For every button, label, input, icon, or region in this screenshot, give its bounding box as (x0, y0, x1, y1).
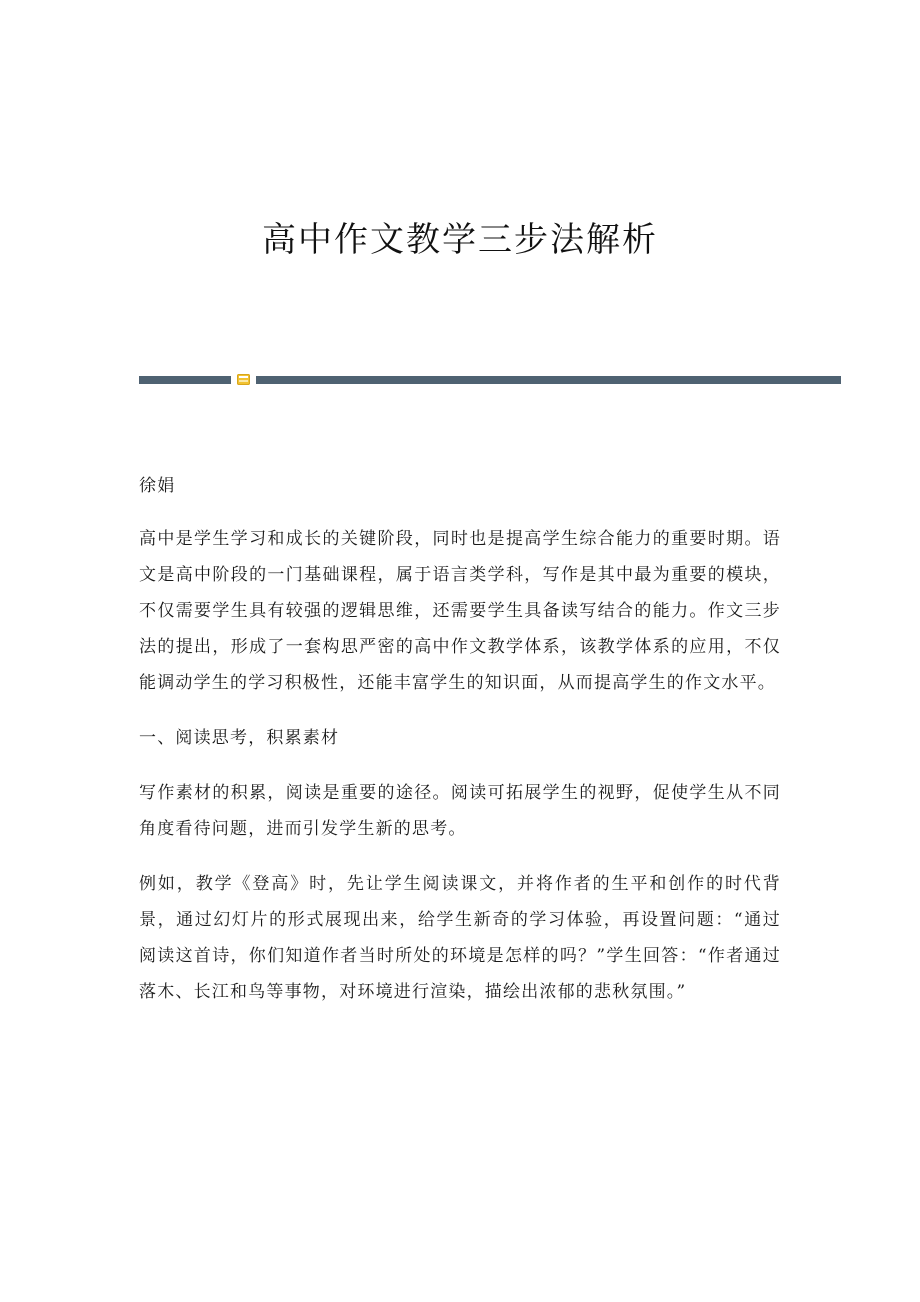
document-body (139, 468, 781, 1029)
body-paragraph: 例如，教学《登高》时，先让学生阅读课文，并将作者的生平和创作的时代背景，通过幻灯片的形式展现出来，给学生新奇的学习体验，再设置问题：“通过阅读这首诗，你们知道作者当时所处的环境是怎样的吗？”学生回答：“作者通过落木、长江和鸟等事物，对环境进行渲染，描绘出浓郁的悲秋氛围。” (139, 874, 781, 1002)
intro-paragraph: 高中是学生学习和成长的关键阶段，同时也是提高学生综合能力的重要时期。语文是高中阶段的一门基础课程，属于语言类学科，写作是其中最为重要的模块，不仅需要学生具有较强的逻辑思维，还需要学生具备读写结合的能力。作文三步法的提出，形成了一套构思严密的高中作文教学体系，该教学体系的应用，不仅能调动学生的学习积极性，还能丰富学生的知识面，从而提高学生的作文水平。 (139, 529, 781, 693)
author-name: 徐娟 (139, 476, 176, 496)
divider-marker-icon (237, 374, 250, 385)
document-title: 高中作文教学三步法解析 (262, 220, 658, 260)
divider-bar-left (139, 376, 231, 384)
body-paragraph: 写作素材的积累，阅读是重要的途径。阅读可拓展学生的视野，促使学生从不同角度看待问题，进而引发学生新的思考。 (139, 783, 781, 839)
title-divider (139, 373, 841, 385)
section-heading: 一、阅读思考，积累素材 (139, 728, 340, 748)
divider-bar-right (256, 376, 841, 384)
